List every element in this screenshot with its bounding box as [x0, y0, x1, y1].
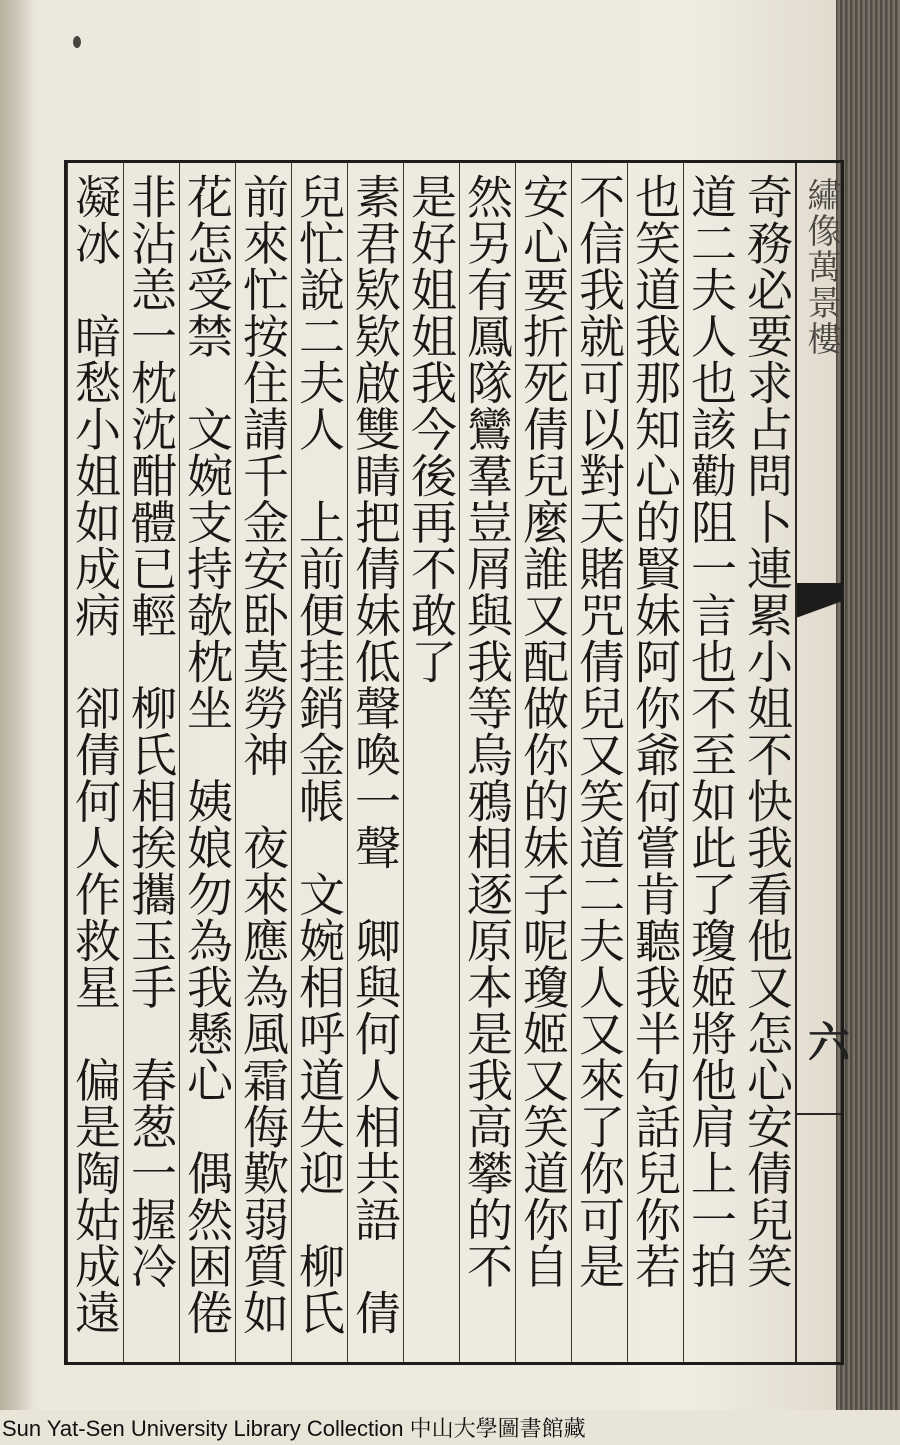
- header-title: 繡像萬景樓: [801, 177, 841, 357]
- text-column-2: 道二夫人也該勸阻一言也不至如此了瓊姬將他肩上一拍: [683, 163, 739, 1362]
- text-column-7: 是好姐姐我今後再不敢了: [403, 163, 459, 1362]
- text-column-12: 非沾恙一枕沈酣體已輕 柳氏相挨攜玉手 春葱一握冷: [123, 163, 179, 1362]
- book-spine-edge: [836, 0, 900, 1410]
- band-divider: [797, 1113, 841, 1115]
- text-column-6: 然另有鳳隊鸞羣豈屑與我等烏鴉相逐原本是我高攀的不: [459, 163, 515, 1362]
- text-column-3: 也笑道我那知心的賢妹阿你爺何嘗肯聽我半句話兒你若: [627, 163, 683, 1362]
- text-column-9: 兒忙說二夫人 上前便挂銷金帳 文婉相呼道失迎 柳氏: [291, 163, 347, 1362]
- text-column-4: 不信我就可以對天賭咒倩兒又笑道二夫人又來了你可是: [571, 163, 627, 1362]
- fish-tail-mark: [797, 583, 841, 643]
- ink-spot: [73, 36, 81, 48]
- text-column-13: 凝冰 暗愁小姐如成病 卻倩何人作救星 偏是陶姑成遠: [67, 163, 123, 1362]
- text-column-10: 前來忙按住請千金安卧莫勞神 夜來應為風霜侮歎弱質如: [235, 163, 291, 1362]
- text-column-1: 奇務必要求占問卜連累小姐不快我看他又怎心安倩兒笑: [740, 173, 794, 1289]
- text-column-5: 安心要折死倩兒麼誰又配做你的妹子呢瓊姬又笑道你自: [515, 163, 571, 1362]
- gutter-shadow: [0, 0, 34, 1410]
- collection-caption: Sun Yat-Sen University Library Collection 中山大學圖書館藏: [2, 1416, 586, 1441]
- fish-tail-band: [795, 163, 843, 1362]
- leaf-number: 六: [808, 1018, 851, 1067]
- text-column-8: 素君欵欵啟雙睛把倩妹低聲喚一聲 卿與何人相共語 倩: [347, 163, 403, 1362]
- text-columns: [67, 163, 795, 1362]
- text-column-11: 花怎受禁 文婉支持欹枕坐 姨娘勿為我懸心 偶然困倦: [179, 163, 235, 1362]
